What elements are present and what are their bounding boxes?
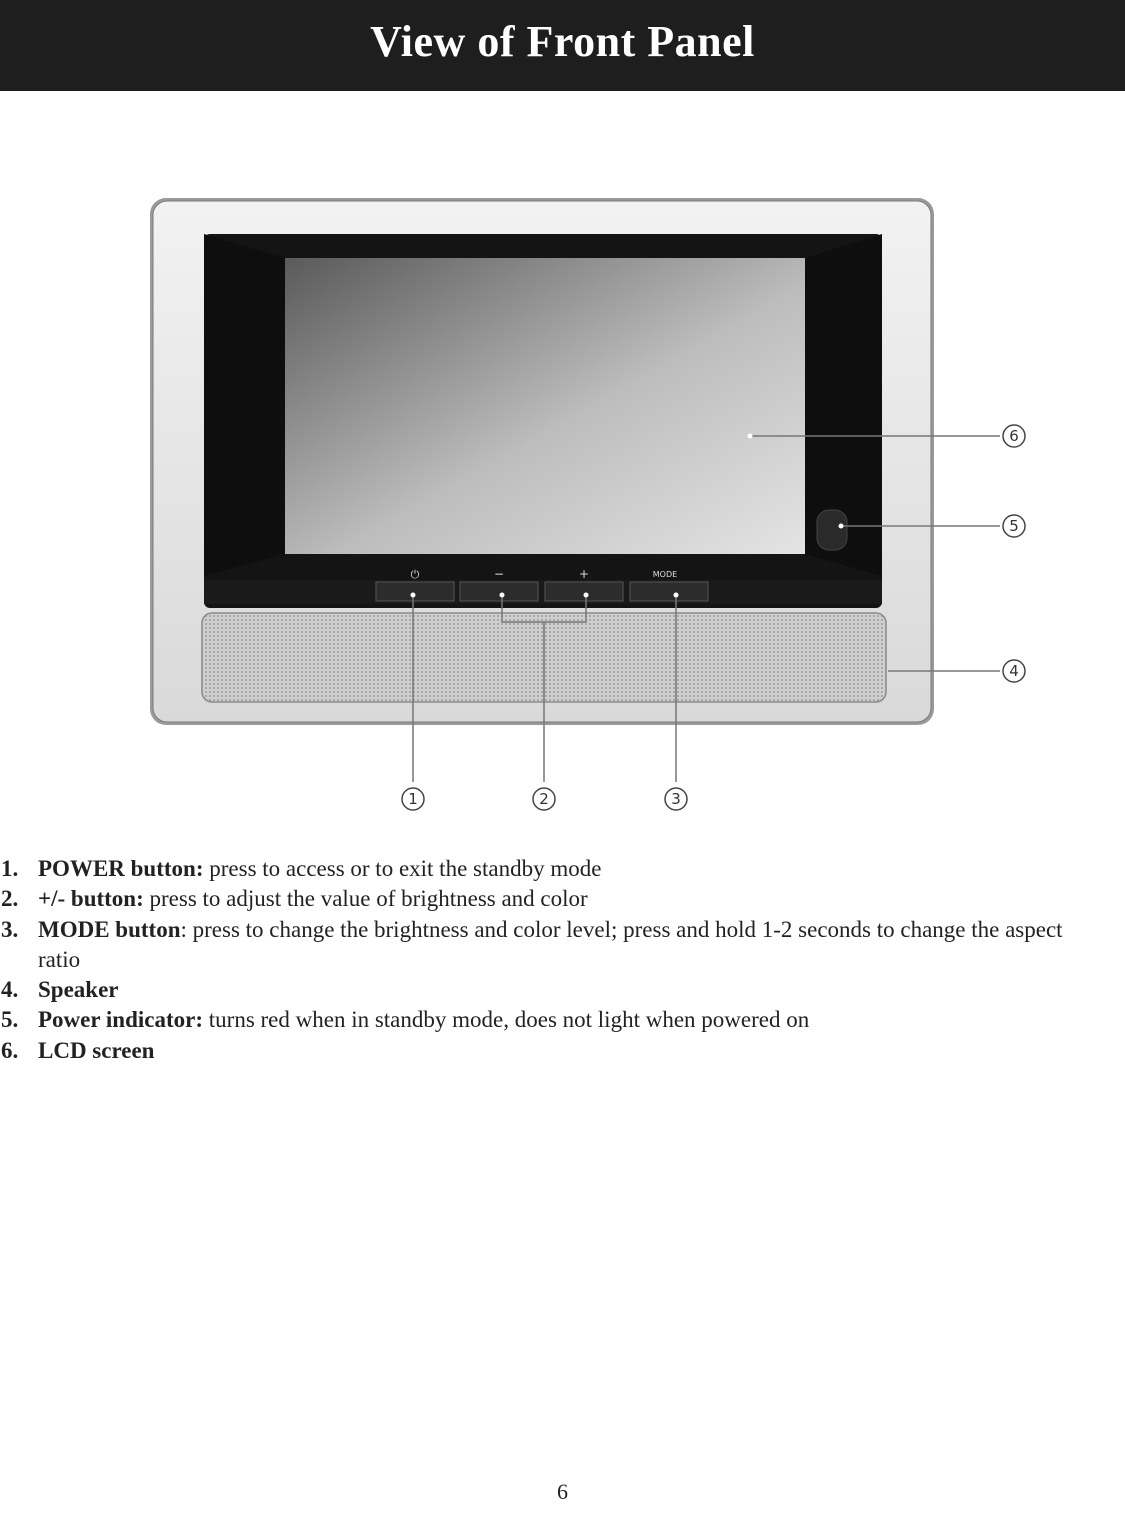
svg-text:3: 3 <box>671 790 681 808</box>
svg-text:2: 2 <box>539 790 549 808</box>
screen-housing <box>204 234 882 608</box>
callout-2 <box>533 788 555 810</box>
plus-symbol-label: + <box>578 567 590 581</box>
list-item: 3. MODE button: press to change the brightness and color level; press and hold 1-2 seconds to change the aspect ratio <box>1 916 1063 972</box>
callout-4 <box>1003 660 1025 682</box>
page-number: 6 <box>557 1479 568 1504</box>
page-title: View of Front Panel <box>370 17 755 66</box>
callout-3 <box>665 788 687 810</box>
callout-1 <box>402 788 424 810</box>
plus-button[interactable] <box>545 582 623 601</box>
list-item: 1. POWER button: press to access or to exit the standby mode <box>1 856 602 881</box>
feature-list <box>0 854 1100 1066</box>
front-panel-diagram <box>0 150 1125 830</box>
list-item: 6. LCD screen <box>1 1037 155 1063</box>
front-panel-figure <box>0 150 1125 830</box>
mode-label: MODE <box>652 570 678 579</box>
svg-text:5: 5 <box>1009 517 1019 535</box>
page-header <box>0 0 1125 91</box>
power-button[interactable] <box>376 582 454 601</box>
callout-6 <box>1003 425 1025 447</box>
list-item: 2. +/- button: press to adjust the value of brightness and color <box>1 886 588 912</box>
power-symbol-label: ⏻ <box>410 568 420 581</box>
svg-text:6: 6 <box>1009 427 1019 445</box>
svg-text:4: 4 <box>1009 662 1019 680</box>
lcd-screen <box>285 258 805 554</box>
callout-5 <box>1003 515 1025 537</box>
minus-symbol-label: − <box>493 567 505 581</box>
power-indicator <box>817 510 847 550</box>
svg-text:1: 1 <box>408 790 418 808</box>
list-item: 5. Power indicator: turns red when in standby mode, does not light when powered on <box>1 1007 810 1033</box>
mode-button[interactable] <box>630 582 708 601</box>
minus-button[interactable] <box>460 582 538 601</box>
list-item: 4. Speaker <box>1 977 119 1003</box>
